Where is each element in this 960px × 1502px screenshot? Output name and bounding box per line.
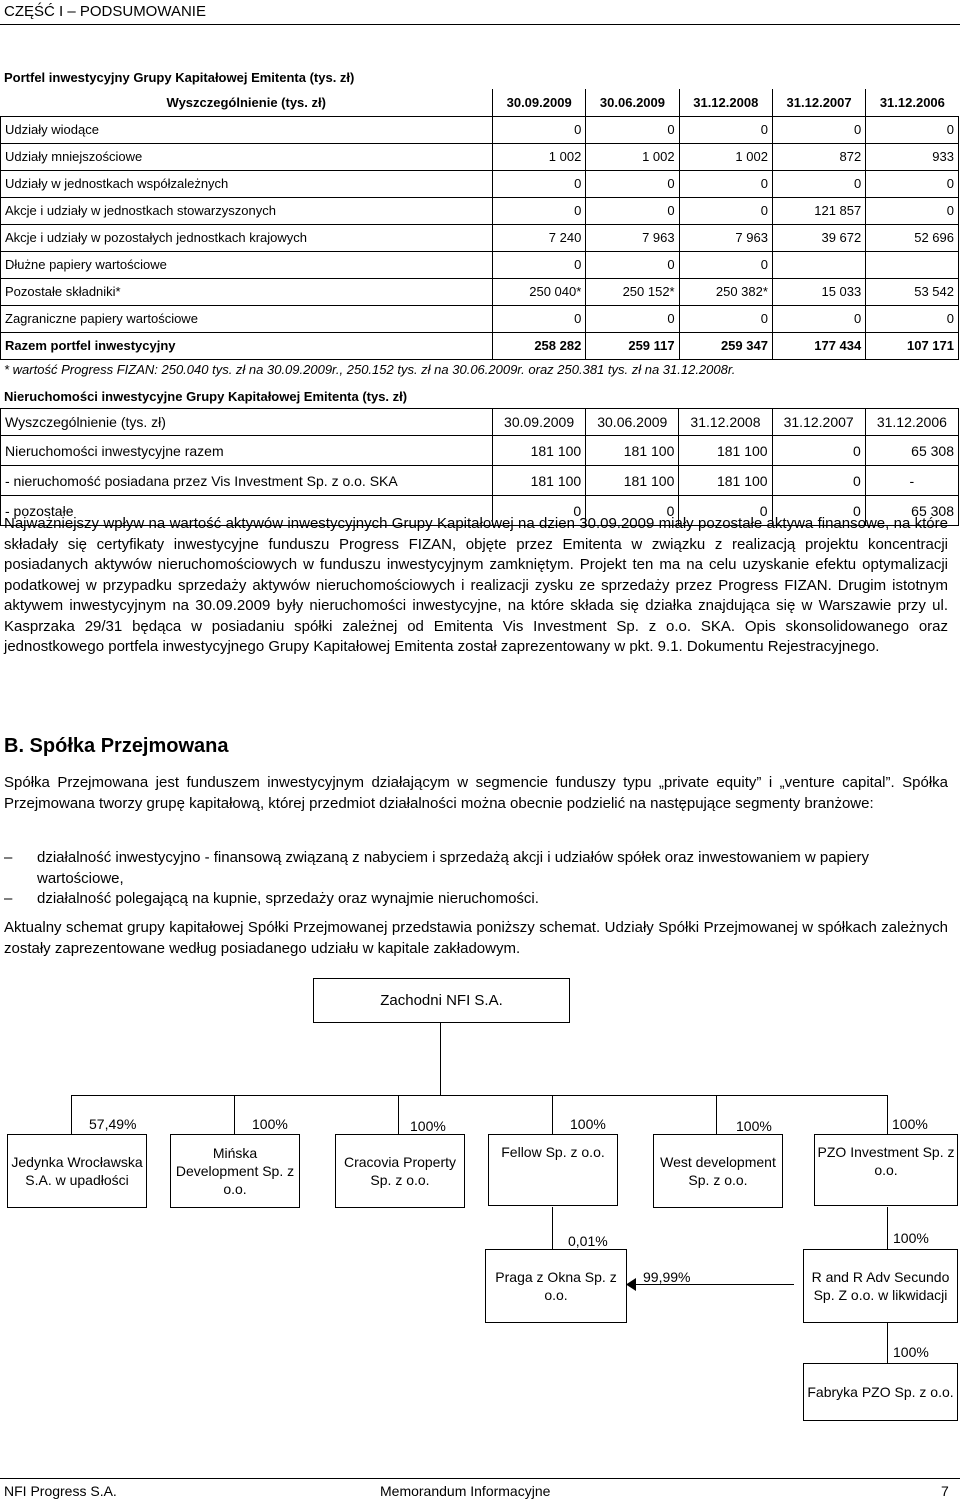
ownership-pct: 0,01% <box>568 1233 608 1249</box>
row-label: Nieruchomości inwestycyjne razem <box>1 436 493 466</box>
org-box-pzo-investment: PZO Investment Sp. z o.o. <box>814 1134 958 1206</box>
dash-bullet: – <box>4 890 13 907</box>
footer-document: Memorandum Informacyjne <box>380 1483 551 1499</box>
header-divider <box>0 24 960 25</box>
cell: 7 963 <box>586 224 679 251</box>
connector <box>887 1322 888 1364</box>
cell: 181 100 <box>679 436 772 466</box>
cell: 0 <box>586 305 679 332</box>
header-cell: 31.12.2008 <box>679 409 772 436</box>
row-label: Razem portfel inwestycyjny <box>1 332 493 359</box>
row-label: - nieruchomość posiadana przez Vis Investment Sp. z o.o. SKA <box>1 466 493 496</box>
cell: 39 672 <box>772 224 865 251</box>
schema-intro-paragraph: Aktualny schemat grupy kapitałowej Spółki Przejmowanej przedstawia poniższy schemat. Udziały Spółki Przejmowanej w spółkach zależnych zostały zaprezentowane według posiadanego udziału w kapitale zakładowym. <box>4 919 948 957</box>
cell: 0 <box>772 116 865 143</box>
table-header-row <box>1 409 959 436</box>
cell: 0 <box>772 436 865 466</box>
table-header-row <box>1 89 959 116</box>
cell: 1 002 <box>493 143 586 170</box>
header-cell: 31.12.2008 <box>679 89 772 116</box>
org-box-cracovia: Cracovia Property Sp. z o.o. <box>335 1134 465 1208</box>
cell: 0 <box>586 170 679 197</box>
table-row <box>1 143 959 170</box>
connector <box>887 1207 888 1249</box>
connector <box>234 1095 235 1134</box>
header-cell: 31.12.2007 <box>772 409 865 436</box>
cell: 1 002 <box>679 143 772 170</box>
cell: 0 <box>772 170 865 197</box>
table-row <box>1 251 959 278</box>
connector <box>398 1095 399 1134</box>
org-box-r-and-r-adv: R and R Adv Secundo Sp. Z o.o. w likwidacji <box>803 1249 958 1323</box>
investment-property-table <box>0 408 959 526</box>
table-row <box>1 436 959 466</box>
connector <box>71 1095 72 1134</box>
cell: 0 <box>679 496 772 526</box>
connector <box>552 1095 553 1134</box>
cell: 0 <box>493 197 586 224</box>
header-cell: Wyszczególnienie (tys. zł) <box>1 89 493 116</box>
cell: 250 040* <box>493 278 586 305</box>
cell: 250 152* <box>586 278 679 305</box>
page-header-title: CZĘŚĆ I – PODSUMOWANIE <box>4 3 206 20</box>
cell: 872 <box>772 143 865 170</box>
row-label: Dłużne papiery wartościowe <box>1 251 493 278</box>
cell: 0 <box>493 496 586 526</box>
cell: 181 100 <box>586 466 679 496</box>
table-row <box>1 466 959 496</box>
investment-portfolio-table <box>0 89 959 360</box>
org-box-fellow: Fellow Sp. z o.o. <box>488 1134 618 1206</box>
cell: 107 171 <box>866 332 959 359</box>
cell: 259 347 <box>679 332 772 359</box>
table-row <box>1 197 959 224</box>
cell: 0 <box>679 197 772 224</box>
table-row <box>1 278 959 305</box>
cell: 0 <box>493 251 586 278</box>
org-box-minska: Mińska Development Sp. z o.o. <box>170 1134 300 1208</box>
segment-list <box>4 848 948 910</box>
header-cell: 30.06.2009 <box>586 409 679 436</box>
cell: 181 100 <box>493 466 586 496</box>
cell: 0 <box>679 305 772 332</box>
list-item <box>4 848 948 889</box>
table-row <box>1 170 959 197</box>
cell: 258 282 <box>493 332 586 359</box>
ownership-pct: 100% <box>893 1344 929 1360</box>
footer-page-number: 7 <box>941 1483 949 1499</box>
org-box-west-development: West development Sp. z o.o. <box>653 1134 783 1208</box>
ownership-pct: 57,49% <box>89 1116 137 1132</box>
ownership-pct: 100% <box>410 1118 446 1134</box>
cell: 0 <box>586 496 679 526</box>
org-root-box: Zachodni NFI S.A. <box>313 978 570 1023</box>
cell: 0 <box>586 116 679 143</box>
row-label: Pozostałe składniki* <box>1 278 493 305</box>
connector <box>716 1095 717 1134</box>
section-intro-paragraph: Spółka Przejmowana jest funduszem inwestycyjnym działającym w segmencie funduszy typu „private equity” i „venture capital”. Spółka Przejmowana tworzy grupę kapitałową, której przedmiot działalności można obecnie podzielić na następujące segmenty branżowe: <box>4 774 948 812</box>
cell: 121 857 <box>772 197 865 224</box>
ownership-pct: 99,99% <box>643 1269 691 1285</box>
connector <box>552 1207 553 1249</box>
connector <box>887 1095 888 1134</box>
cell: 65 308 <box>865 496 958 526</box>
portfolio-description-paragraph: Najważniejszy wpływ na wartość aktywów inwestycyjnych Grupy Kapitałowej na dzien 30.09.2009 miały pozostałe aktywa finansowe, na które składały się certyfikaty inwestycyjne funduszu Progress FIZAN, objęte przez Emitenta w związku z realizacją projektu koncentracji posiadanych aktywów nieruchomościowych w funduszu inwestycyjnym zamkniętym. Projekt ten ma na celu uzyskanie efektu optymalizacji podatkowej w przypadku sprzedaży aktywów nieruchomościowych i realizacji zysku ze sprzedaży przez Progress FIZAN. Drugim istotnym aktywem inwestycyjnym na 30.09.2009 były nieruchomości inwestycyjne, na które składa się działka znajdująca się w Warszawie przy ul. Kasprzaka 29/31 będąca w posiadaniu spółki zależnej od Emitenta Vis Investment Sp. z o.o. SKA. Opis skonsolidowanego oraz jednostkowego portfela inwestycyjnego Grupy Kapitałowej Emitenta został zaprezentowany w pkt. 9.1. Dokumentu Rejestracyjnego. <box>4 515 948 655</box>
cell: 0 <box>772 305 865 332</box>
row-label: Zagraniczne papiery wartościowe <box>1 305 493 332</box>
cell: 0 <box>772 496 865 526</box>
ownership-pct: 100% <box>252 1116 288 1132</box>
org-box-fabryka-pzo: Fabryka PZO Sp. z o.o. <box>803 1363 958 1421</box>
header-cell: 31.12.2006 <box>865 409 958 436</box>
header-cell: 31.12.2006 <box>866 89 959 116</box>
row-label: Udziały wiodące <box>1 116 493 143</box>
row-label: Akcje i udziały w pozostałych jednostkach krajowych <box>1 224 493 251</box>
header-cell: 30.06.2009 <box>586 89 679 116</box>
ownership-pct: 100% <box>736 1118 772 1134</box>
row-label: Udziały mniejszościowe <box>1 143 493 170</box>
cell: - <box>865 466 958 496</box>
cell: 0 <box>866 116 959 143</box>
cell: 0 <box>866 197 959 224</box>
row-label: - pozostałe <box>1 496 493 526</box>
cell: 1 002 <box>586 143 679 170</box>
cell <box>772 251 865 278</box>
ownership-pct: 100% <box>892 1116 928 1132</box>
header-cell: Wyszczególnienie (tys. zł) <box>1 409 493 436</box>
header-cell: 31.12.2007 <box>772 89 865 116</box>
row-label: Udziały w jednostkach współzależnych <box>1 170 493 197</box>
connector <box>793 1284 794 1285</box>
cell: 0 <box>679 116 772 143</box>
section-title: B. Spółka Przejmowana <box>4 735 229 757</box>
table1-caption: Portfel inwestycyjny Grupy Kapitałowej Emitenta (tys. zł) <box>4 70 355 85</box>
table-total-row <box>1 332 959 359</box>
cell <box>866 251 959 278</box>
list-item <box>4 889 948 910</box>
cell: 0 <box>866 305 959 332</box>
arrowhead-icon <box>626 1278 636 1291</box>
cell: 0 <box>772 466 865 496</box>
footer-company: NFI Progress S.A. <box>4 1483 117 1499</box>
cell: 181 100 <box>493 436 586 466</box>
cell: 0 <box>493 170 586 197</box>
footer-divider <box>0 1478 960 1479</box>
dash-bullet: – <box>4 849 13 866</box>
cell: 7 963 <box>679 224 772 251</box>
cell: 0 <box>493 305 586 332</box>
cell: 65 308 <box>865 436 958 466</box>
header-cell: 30.09.2009 <box>493 89 586 116</box>
table2-caption: Nieruchomości inwestycyjne Grupy Kapitałowej Emitenta (tys. zł) <box>4 389 408 404</box>
org-box-praga-z-okna: Praga z Okna Sp. z o.o. <box>485 1249 627 1323</box>
cell: 0 <box>586 197 679 224</box>
cell: 0 <box>866 170 959 197</box>
cell: 181 100 <box>586 436 679 466</box>
connector <box>71 1095 888 1096</box>
table-row <box>1 305 959 332</box>
cell: 7 240 <box>493 224 586 251</box>
cell: 15 033 <box>772 278 865 305</box>
cell: 259 117 <box>586 332 679 359</box>
table-row <box>1 116 959 143</box>
row-label: Akcje i udziały w jednostkach stowarzyszonych <box>1 197 493 224</box>
cell: 177 434 <box>772 332 865 359</box>
cell: 53 542 <box>866 278 959 305</box>
ownership-pct: 100% <box>893 1230 929 1246</box>
list-item-text: działalność polegającą na kupnie, sprzedaży oraz wynajmie nieruchomości. <box>37 890 539 907</box>
cell: 181 100 <box>679 466 772 496</box>
cell: 0 <box>679 251 772 278</box>
org-box-jedynka: Jedynka Wrocławska S.A. w upadłości <box>7 1134 147 1208</box>
header-cell: 30.09.2009 <box>493 409 586 436</box>
cell: 250 382* <box>679 278 772 305</box>
ownership-pct: 100% <box>570 1116 606 1132</box>
cell: 933 <box>866 143 959 170</box>
table-row <box>1 224 959 251</box>
connector <box>440 1022 441 1096</box>
list-item-text: działalność inwestycyjno - finansową związaną z nabyciem i sprzedażą akcji i udziałów spółek oraz inwestowaniem w papiery wartościowe, <box>37 849 870 887</box>
table1-footnote: * wartość Progress FIZAN: 250.040 tys. zł na 30.09.2009r., 250.152 tys. zł na 30.06.2009r. oraz 250.381 tys. zł na 31.12.2008r. <box>4 362 736 377</box>
cell: 52 696 <box>866 224 959 251</box>
cell: 0 <box>586 251 679 278</box>
cell: 0 <box>493 116 586 143</box>
cell: 0 <box>679 170 772 197</box>
